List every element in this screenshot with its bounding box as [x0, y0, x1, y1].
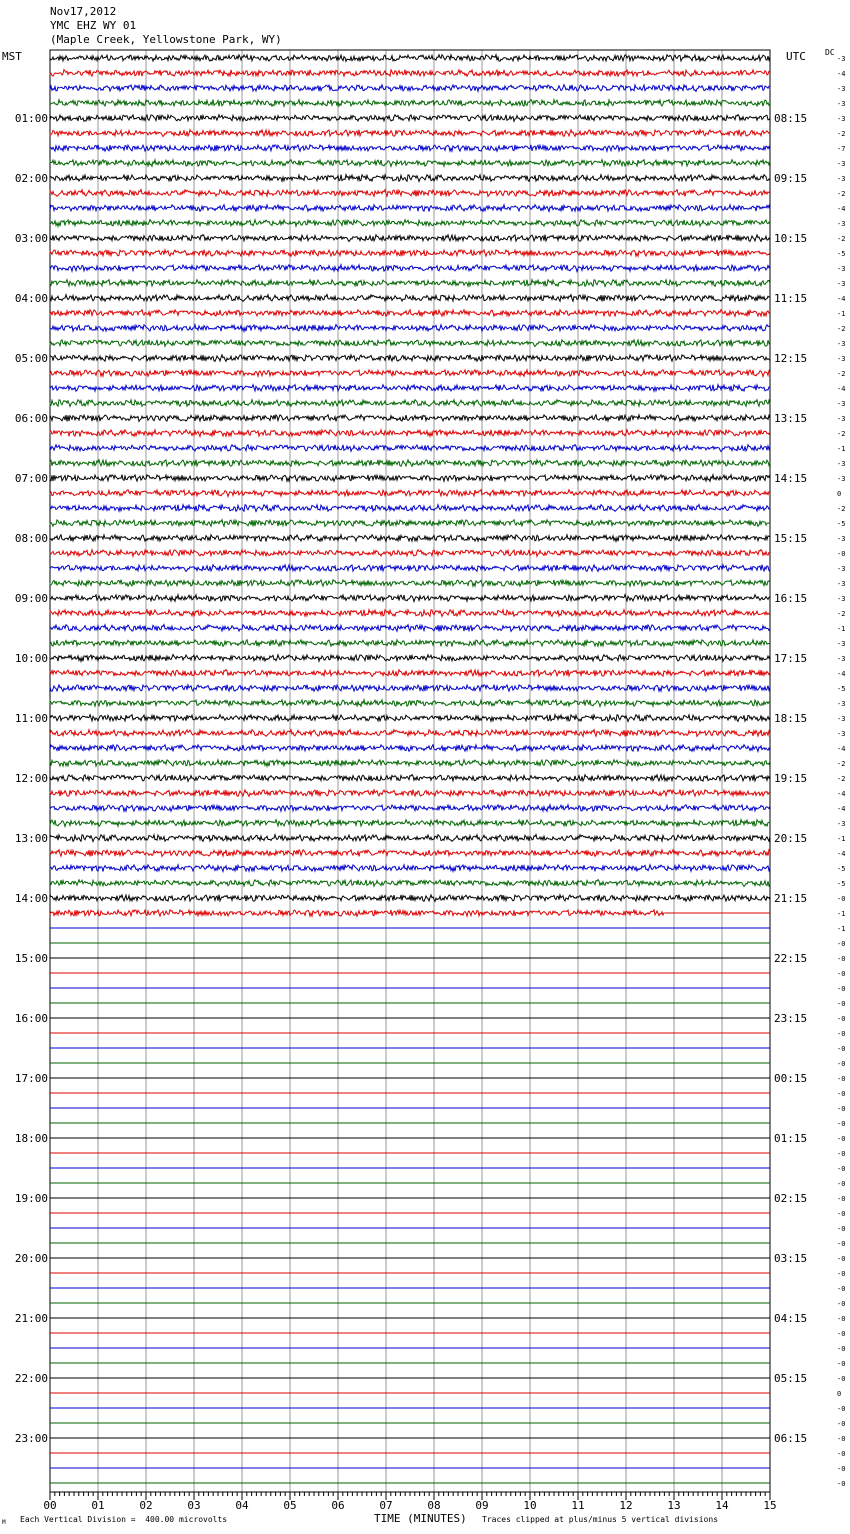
hour-label-left: 23:00	[14, 1432, 48, 1445]
trace-row	[50, 550, 770, 557]
trace-row	[50, 415, 770, 422]
dc-offset: -4	[837, 850, 846, 858]
dc-offset: -0	[837, 1120, 846, 1128]
dc-offset: -3	[837, 535, 846, 543]
dc-offset: -0	[837, 1420, 846, 1428]
trace-row	[50, 805, 770, 811]
dc-offset: -0	[837, 1240, 846, 1248]
dc-offset: -3	[837, 265, 846, 273]
dc-offset: 0	[837, 1390, 842, 1398]
hour-label-left: 21:00	[14, 1312, 48, 1325]
trace-row	[50, 430, 770, 437]
dc-offset: -5	[837, 250, 846, 258]
hour-label-left: 07:00	[14, 472, 48, 485]
hour-label-right: 10:15	[774, 232, 808, 245]
dc-offset: -3	[837, 655, 846, 663]
x-tick-label: 11	[571, 1499, 585, 1512]
hour-label-left: 12:00	[14, 772, 48, 785]
trace-row	[50, 205, 770, 212]
x-tick-label: 14	[715, 1499, 729, 1512]
hour-label-left: 04:00	[14, 292, 48, 305]
dc-offset: -5	[837, 520, 846, 528]
hour-label-left: 08:00	[14, 532, 48, 545]
dc-offset: -1	[837, 310, 846, 318]
hour-label-left: 13:00	[14, 832, 48, 845]
dc-offset: -0	[837, 1480, 846, 1488]
hour-label-right: 17:15	[774, 652, 808, 665]
hour-label-left: 05:00	[14, 352, 48, 365]
dc-offset: -0	[837, 1090, 846, 1098]
corner-mark: M	[2, 1519, 6, 1526]
dc-offset: -1	[837, 445, 846, 453]
hour-label-right: 02:15	[774, 1192, 808, 1205]
hour-label-left: 16:00	[14, 1012, 48, 1025]
trace-row	[50, 490, 770, 497]
station-location: (Maple Creek, Yellowstone Park, WY)	[50, 33, 282, 46]
trace-row	[50, 190, 770, 197]
dc-offset: -0	[837, 895, 846, 903]
hour-label-right: 04:15	[774, 1312, 808, 1325]
dc-offset: -0	[837, 550, 846, 558]
dc-offset: -3	[837, 580, 846, 588]
dc-offset: -1	[837, 625, 846, 633]
x-tick-label: 02	[139, 1499, 153, 1512]
trace-row	[50, 355, 770, 362]
trace-row	[50, 475, 770, 482]
hour-label-left: 10:00	[14, 652, 48, 665]
dc-offset: -3	[837, 175, 846, 183]
dc-offset: -3	[837, 220, 846, 228]
trace-row	[50, 775, 770, 782]
hour-label-left: 19:00	[14, 1192, 48, 1205]
dc-offset: -0	[837, 1345, 846, 1353]
dc-offset: -4	[837, 205, 846, 213]
hour-label-right: 09:15	[774, 172, 808, 185]
dc-offset: -0	[837, 1045, 846, 1053]
dc-offset: -2	[837, 610, 846, 618]
trace-row	[50, 460, 770, 467]
hour-label-left: 06:00	[14, 412, 48, 425]
trace-row	[50, 175, 770, 182]
dc-offset: -3	[837, 355, 846, 363]
dc-offset-header: DC	[825, 48, 835, 57]
trace-row	[50, 370, 770, 377]
hour-label-left: 18:00	[14, 1132, 48, 1145]
dc-offset: -3	[837, 715, 846, 723]
x-tick-label: 15	[763, 1499, 777, 1512]
trace-row	[50, 70, 770, 77]
x-tick-label: 13	[667, 1499, 681, 1512]
dc-offset: -2	[837, 760, 846, 768]
dc-offset: -3	[837, 640, 846, 648]
dc-offset: -0	[837, 955, 846, 963]
hour-label-left: 22:00	[14, 1372, 48, 1385]
trace-row	[50, 280, 770, 287]
trace-row	[50, 745, 770, 752]
trace-row	[50, 850, 770, 857]
dc-offset: -3	[837, 820, 846, 828]
trace-row	[50, 835, 770, 842]
dc-offset: -0	[837, 1150, 846, 1158]
hour-label-right: 12:15	[774, 352, 808, 365]
dc-offset: -0	[837, 1180, 846, 1188]
x-tick-label: 00	[43, 1499, 57, 1512]
dc-offset: -2	[837, 505, 846, 513]
trace-row	[50, 55, 770, 62]
dc-offset: -3	[837, 415, 846, 423]
hour-label-right: 16:15	[774, 592, 808, 605]
dc-offset: -0	[837, 1285, 846, 1293]
x-tick-label: 08	[427, 1499, 441, 1512]
dc-offset: -3	[837, 280, 846, 288]
hour-label-left: 03:00	[14, 232, 48, 245]
dc-offset: -0	[837, 1135, 846, 1143]
x-tick-label: 05	[283, 1499, 297, 1512]
dc-offset: -3	[837, 340, 846, 348]
dc-offset: -3	[837, 595, 846, 603]
trace-row	[50, 910, 664, 917]
dc-offset: -3	[837, 730, 846, 738]
hour-label-left: 02:00	[14, 172, 48, 185]
hour-label-left: 09:00	[14, 592, 48, 605]
hour-label-right: 13:15	[774, 412, 808, 425]
trace-row	[50, 100, 770, 107]
dc-offset: -4	[837, 295, 846, 303]
dc-offset: -3	[837, 55, 846, 63]
dc-offset: -2	[837, 190, 846, 198]
dc-offset: -1	[837, 910, 846, 918]
dc-offset: -2	[837, 325, 846, 333]
x-tick-label: 10	[523, 1499, 537, 1512]
trace-row	[50, 310, 770, 317]
dc-offset: -0	[837, 1060, 846, 1068]
dc-offset: -0	[837, 1210, 846, 1218]
dc-offset: -3	[837, 160, 846, 168]
trace-row	[50, 385, 770, 392]
trace-row	[50, 820, 770, 827]
trace-row	[50, 580, 770, 587]
x-tick-label: 03	[187, 1499, 201, 1512]
dc-offset: -0	[837, 1105, 846, 1113]
trace-row	[50, 325, 770, 332]
dc-offset: -0	[837, 1435, 846, 1443]
hour-label-right: 03:15	[774, 1252, 808, 1265]
hour-label-right: 00:15	[774, 1072, 808, 1085]
dc-offset: -1	[837, 835, 846, 843]
trace-row	[50, 625, 770, 632]
hour-label-right: 01:15	[774, 1132, 808, 1145]
dc-offset: -4	[837, 805, 846, 813]
trace-row	[50, 760, 770, 767]
dc-offset: -0	[837, 1270, 846, 1278]
hour-label-left: 17:00	[14, 1072, 48, 1085]
dc-offset: -3	[837, 100, 846, 108]
trace-row	[50, 130, 770, 137]
dc-offset: -2	[837, 370, 846, 378]
hour-label-right: 15:15	[774, 532, 808, 545]
hour-label-right: 18:15	[774, 712, 808, 725]
x-tick-label: 09	[475, 1499, 489, 1512]
trace-row	[50, 160, 770, 167]
dc-offset: -3	[837, 700, 846, 708]
hour-label-right: 11:15	[774, 292, 808, 305]
hour-label-left: 20:00	[14, 1252, 48, 1265]
dc-offset: -0	[837, 1030, 846, 1038]
trace-row	[50, 400, 770, 407]
dc-offset: -3	[837, 460, 846, 468]
dc-offset: -2	[837, 775, 846, 783]
hour-label-left: 15:00	[14, 952, 48, 965]
dc-offset: -4	[837, 385, 846, 393]
trace-row	[50, 505, 770, 512]
plot-date: Nov17,2012	[50, 5, 117, 18]
trace-row	[50, 610, 770, 617]
trace-row	[50, 295, 770, 302]
dc-offset: -4	[837, 670, 846, 678]
dc-offset: -0	[837, 1300, 846, 1308]
hour-label-left: 01:00	[14, 112, 48, 125]
trace-row	[50, 880, 770, 887]
dc-offset: -0	[837, 1075, 846, 1083]
dc-offset: -7	[837, 145, 846, 153]
dc-offset: -0	[837, 1165, 846, 1173]
x-tick-label: 01	[91, 1499, 105, 1512]
hour-label-left: 11:00	[14, 712, 48, 725]
dc-offset: -0	[837, 985, 846, 993]
x-tick-label: 04	[235, 1499, 249, 1512]
dc-offset: -5	[837, 880, 846, 888]
clip-note: Traces clipped at plus/minus 5 vertical divisions	[482, 1515, 719, 1524]
dc-offset: -3	[837, 115, 846, 123]
dc-offset: -0	[837, 1405, 846, 1413]
trace-row	[50, 250, 770, 257]
hour-label-right: 20:15	[774, 832, 808, 845]
x-tick-label: 12	[619, 1499, 633, 1512]
trace-row	[50, 145, 770, 152]
station-id: YMC EHZ WY 01	[50, 19, 137, 32]
trace-row	[50, 865, 770, 872]
trace-row	[50, 220, 770, 227]
trace-row	[50, 535, 770, 542]
dc-offset: -0	[837, 1000, 846, 1008]
hour-label-right: 19:15	[774, 772, 808, 785]
trace-row	[50, 565, 770, 572]
dc-offset: -2	[837, 430, 846, 438]
hour-label-right: 06:15	[774, 1432, 808, 1445]
trace-row	[50, 685, 770, 692]
dc-offset: -3	[837, 565, 846, 573]
left-timezone-label: MST	[2, 50, 22, 63]
hour-label-right: 14:15	[774, 472, 808, 485]
trace-row	[50, 640, 770, 647]
trace-row	[50, 520, 770, 527]
hour-label-right: 21:15	[774, 892, 808, 905]
hour-label-right: 08:15	[774, 112, 808, 125]
x-tick-label: 07	[379, 1499, 393, 1512]
dc-offset: -0	[837, 1315, 846, 1323]
dc-offset: -0	[837, 970, 846, 978]
dc-offset: -0	[837, 1465, 846, 1473]
dc-offset: -4	[837, 790, 846, 798]
dc-offset: -0	[837, 1015, 846, 1023]
dc-offset: -0	[837, 1255, 846, 1263]
vertical-scale-note: Each Vertical Division = 400.00 microvolts	[20, 1515, 228, 1524]
hour-label-right: 22:15	[774, 952, 808, 965]
trace-row	[50, 445, 770, 452]
dc-offset: -0	[837, 940, 846, 948]
dc-offset: -0	[837, 1330, 846, 1338]
hour-label-right: 23:15	[774, 1012, 808, 1025]
dc-offset: -3	[837, 85, 846, 93]
dc-offset: -0	[837, 1375, 846, 1383]
trace-row	[50, 730, 770, 737]
dc-offset: -4	[837, 70, 846, 78]
dc-offset: -3	[837, 475, 846, 483]
trace-row	[50, 115, 770, 122]
dc-offset: -5	[837, 685, 846, 693]
x-axis-title: TIME (MINUTES)	[374, 1512, 467, 1525]
trace-row	[50, 715, 770, 722]
trace-row	[50, 670, 770, 677]
dc-offset: -0	[837, 1225, 846, 1233]
trace-row	[50, 595, 770, 602]
dc-offset: -0	[837, 1360, 846, 1368]
dc-offset: -1	[837, 925, 846, 933]
trace-row	[50, 235, 770, 242]
trace-row	[50, 655, 770, 662]
hour-label-left: 14:00	[14, 892, 48, 905]
dc-offset: -3	[837, 400, 846, 408]
right-timezone-label: UTC	[786, 50, 806, 63]
trace-row	[50, 790, 770, 797]
trace-row	[50, 895, 770, 902]
x-tick-label: 06	[331, 1499, 345, 1512]
trace-row	[50, 340, 770, 347]
dc-offset: -2	[837, 130, 846, 138]
dc-offset: -5	[837, 865, 846, 873]
dc-offset: -0	[837, 1450, 846, 1458]
dc-offset: 0	[837, 490, 842, 498]
dc-offset: -0	[837, 1195, 846, 1203]
trace-row	[50, 700, 770, 707]
trace-row	[50, 85, 770, 92]
trace-row	[50, 265, 770, 272]
dc-offset: -4	[837, 745, 846, 753]
hour-label-right: 05:15	[774, 1372, 808, 1385]
dc-offset: -2	[837, 235, 846, 243]
